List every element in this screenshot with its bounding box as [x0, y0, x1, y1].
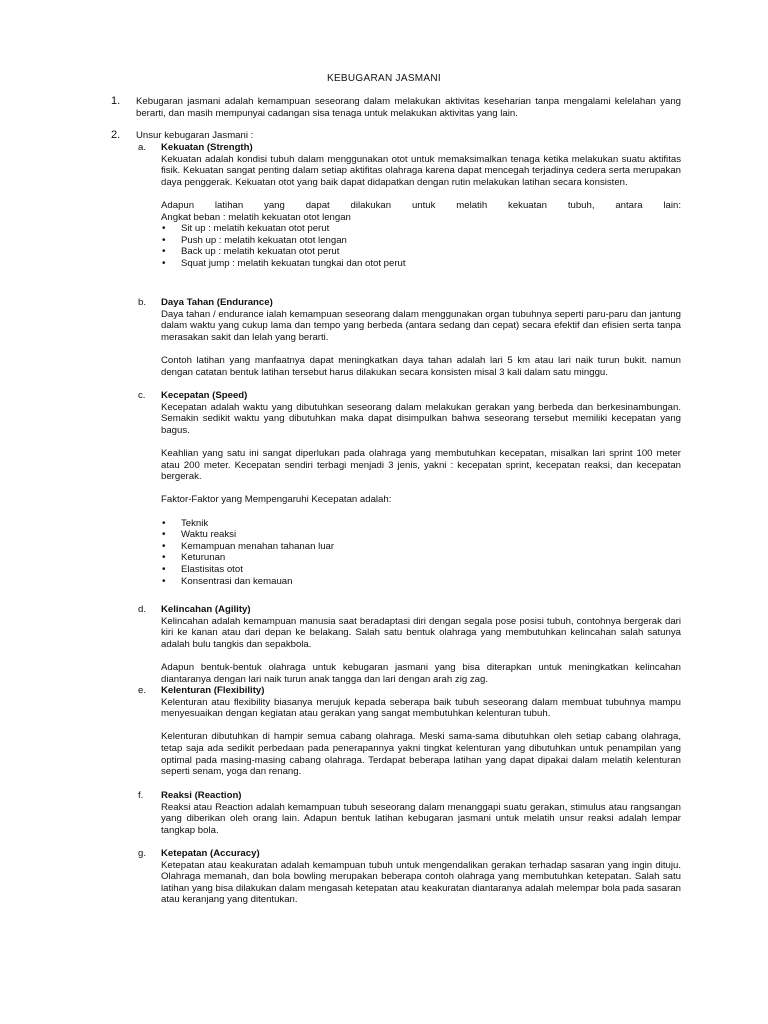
list-item: • Back up : melatih kekuatan otot perut	[161, 246, 681, 258]
list-item: • Sit up : melatih kekuatan otot perut	[161, 223, 681, 235]
bullet-list	[161, 223, 681, 269]
list-item-1	[111, 96, 681, 119]
list-item: • Keturunan	[161, 552, 681, 564]
list-item: • Konsentrasi dan kemauan	[161, 576, 681, 588]
section-heading: Reaksi (Reaction)	[161, 790, 242, 801]
paragraph: Angkat beban : melatih kekuatan otot lengan	[161, 211, 351, 223]
section-letter: d.	[138, 604, 147, 615]
section-letter: a.	[138, 142, 147, 153]
section-heading: Ketepatan (Accuracy)	[161, 848, 260, 859]
paragraph: Reaksi atau Reaction adalah kemampuan tubuh seseorang dalam menanggapi suatu gerakan, stimulus atau rangsangan yang diberikan oleh orang lain. Adapun bentuk latihan kebugaran jasmani untuk melatih unsur reaksi adalah lempar tangkap bola.	[161, 801, 681, 836]
paragraph: Daya tahan / endurance ialah kemampuan seseorang dalam menggunakan organ tubuhnya seperti paru-paru dan jantung dalam waktu yang cukup lama dan tempo yang berbeda (antara sedang dan cepat) secara efektif dan efisien serta tanpa merasakan sakit dan lelah yang berarti.	[161, 308, 681, 343]
paragraph: Keahlian yang satu ini sangat diperlukan pada olahraga yang membutuhkan kecepatan, misalkan lari sprint 100 meter atau 200 meter. Kecepatan sendiri terbagi menjadi 3 jenis, yakni : kecepatan sprint, kecepatan reaksi, dan kecepatan bergerak.	[161, 447, 681, 483]
section-accuracy	[138, 848, 681, 906]
paragraph: Ketepatan atau keakuratan adalah kemampuan tubuh untuk mengendalikan gerakan terhadap sasaran yang ingin dituju. Olahraga memanah, dan bola bowling merupakan beberapa contoh olahraga yang membutuhkan ketepatan. Salah satu latihan yang bisa dilakukan dalam mengasah ketepatan atau keakuratan diantaranya adalah melempar bola pada sasaran atau keranjang yang ditentukan.	[161, 859, 681, 906]
paragraph: Kelenturan atau flexibility biasanya merujuk kepada seberapa baik tubuh seseorang dalam membuat tubuhnya mampu menyesuaikan dengan kegiatan atau gerakan yang sangat membutuhkan kelenturan tubuh.	[161, 696, 681, 720]
document-title: KEBUGARAN JASMANI	[326, 73, 441, 84]
section-heading: Kelenturan (Flexibility)	[161, 685, 265, 696]
paragraph: Adapun latihan yang dapat dilakukan untuk melatih kekuatan tubuh, antara lain:	[161, 199, 681, 211]
paragraph: Adapun bentuk-bentuk olahraga untuk kebugaran jasmani yang bisa diterapkan untuk meningkatkan kelincahan diantaranya dengan lari naik turun anak tangga dan lari dengan arah zig zag.	[161, 661, 681, 685]
section-reaction	[138, 790, 681, 836]
section-flexibility	[138, 685, 681, 778]
list-item: • Waktu reaksi	[161, 529, 681, 541]
section-heading: Kekuatan (Strength)	[161, 142, 253, 153]
section-heading: Kecepatan (Speed)	[161, 390, 248, 401]
paragraph: Kecepatan adalah waktu yang dibutuhkan seseorang dalam melakukan gerakan yang berbeda dan berkesinambungan. Semakin sedikit waktu yang dibutuhkan maka dapat disimpulkan bahwa seseorang tersebut memiliki kecepatan yang bagus.	[161, 401, 681, 436]
list-item-2	[111, 130, 681, 142]
section-endurance	[138, 297, 681, 378]
list-item: • Elastisitas otot	[161, 564, 681, 576]
list-number: 2.	[111, 129, 121, 141]
paragraph: Kekuatan adalah kondisi tubuh dalam menggunakan otot untuk memaksimalkan tenaga ketika melakukan suatu aktifitas fisik. Kekuatan sangat penting dalam setiap aktifitas olahraga karena dapat mencegah terjadinya cedera serta merupakan daya penggerak. Kekuatan otot yang baik dapat didapatkan dengan rutin melakukan latihan secara konsisten.	[161, 153, 681, 188]
section-strength	[138, 142, 681, 270]
paragraph: Kelincahan adalah kemampuan manusia saat beradaptasi diri dengan segala pose posisi tubuh, contohnya bergerak dari kiri ke kanan atau dari depan ke belakang. Salah satu bentuk olahraga yang membutuhkan kelincahan salah satunya adalah bulu tangkis dan sepakbola.	[161, 615, 681, 650]
section-letter: c.	[138, 390, 146, 401]
list-item: • Kemampuan menahan tahanan luar	[161, 541, 681, 553]
list-number: 1.	[111, 95, 121, 107]
list-item: • Teknik	[161, 518, 681, 530]
list-item: • Push up : melatih kekuatan otot lengan	[161, 235, 681, 247]
section-speed	[138, 390, 681, 587]
list-item-text: Unsur kebugaran Jasmani :	[136, 130, 254, 141]
bullet-list	[161, 518, 681, 588]
section-heading: Daya Tahan (Endurance)	[161, 297, 273, 308]
section-heading: Kelincahan (Agility)	[161, 604, 251, 615]
paragraph: Contoh latihan yang manfaatnya dapat meningkatkan daya tahan adalah lari 5 km atau lari naik turun bukit. namun dengan catatan bentuk latihan tersebut harus dilakukan secara konsisten misal 3 kali dalam satu minggu.	[161, 354, 681, 378]
section-letter: b.	[138, 297, 147, 308]
list-item-text: Kebugaran jasmani adalah kemampuan seseorang dalam melakukan aktivitas keseharian tanpa mengalami kelelahan yang berarti, dan masih mempunyai cadangan sisa tenaga untuk melakukan aktivitas yang lain.	[136, 96, 681, 119]
section-letter: e.	[138, 685, 147, 696]
section-letter: g.	[138, 848, 147, 859]
list-item: • Squat jump : melatih kekuatan tungkai dan otot perut	[161, 258, 681, 270]
paragraph: Faktor-Faktor yang Mempengaruhi Kecepatan adalah:	[161, 494, 392, 506]
paragraph: Kelenturan dibutuhkan di hampir semua cabang olahraga. Meski sama-sama dibutuhkan oleh setiap cabang olahraga, tetap saja ada sedikit perbedaan pada penerapannya yakni tingkat kelenturan yang dibutuhkan untuk penampilan yang optimal pada masing-masing cabang olahraga. Terdapat beberapa latihan yang dapat dipakai dalam melatih kelenturan seperti senam, yoga dan renang.	[161, 731, 681, 778]
section-agility	[138, 604, 681, 685]
section-letter: f.	[138, 790, 144, 801]
